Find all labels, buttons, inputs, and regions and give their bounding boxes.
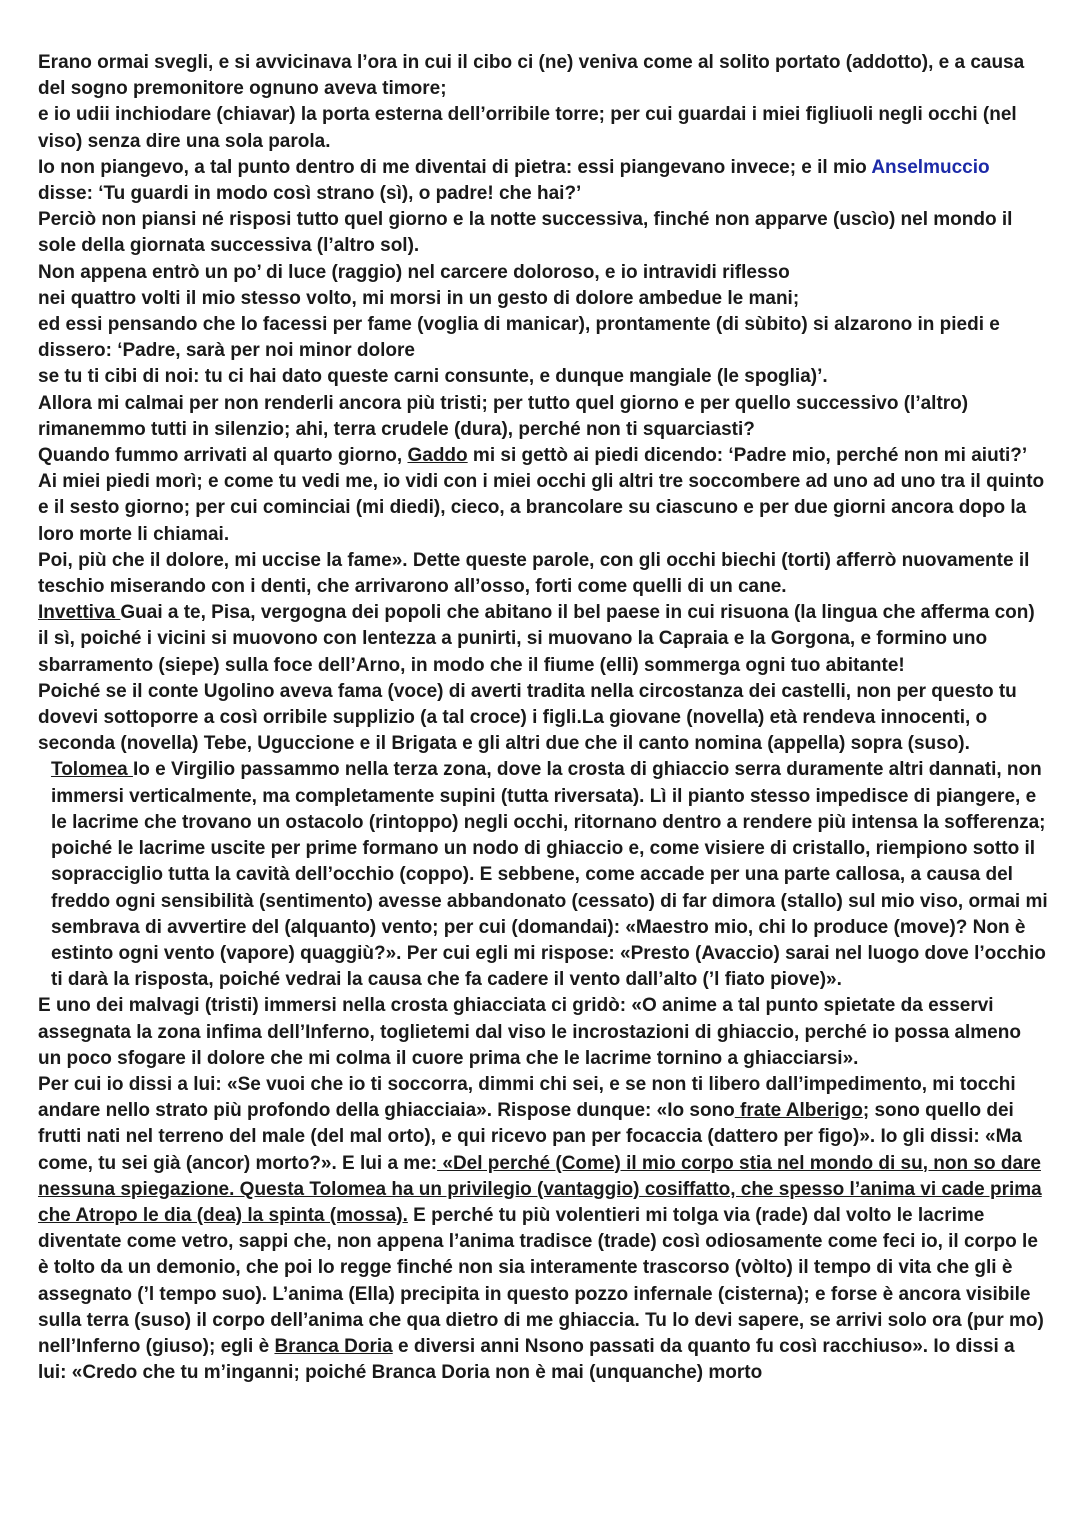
underlined-tolomea-privilege: «Del perché (Come) il mio corpo stia nel mondo di su, non so dare nessuna spiegazione. Questa Tolomea ha un privilegio (vantaggio) cosiffatto, che spesso l’anima vi cade prima che Atropo le dia (dea) la spinta (mossa).: [38, 1152, 1042, 1226]
text-span: nei quattro volti il mio stesso volto, mi morsi in un gesto di dolore ambedue le mani;: [38, 287, 800, 309]
paragraph-cruel-earth: [38, 391, 1048, 443]
text-span: ed essi pensando che lo facessi per fame (voglia di manicar), prontamente (di sùbito) si alzarono in piedi e dissero: ‘Padre, sarà per noi minor dolore: [38, 314, 1000, 362]
document-page: [38, 50, 1048, 1386]
paragraph-four-faces: [38, 286, 1048, 312]
text-span: Perciò non piansi né risposi tutto quel giorno e la notte successiva, finché non apparve (uscìo) nel mondo il sole della giornata successiva (l’altro sol).: [38, 209, 1013, 257]
text-span: Non appena entrò un po’ di luce (raggio) nel carcere doloroso, e io intravidi riflesso: [38, 261, 790, 283]
paragraph-nailed-door: [38, 102, 1048, 154]
paragraph-light: [38, 260, 1048, 286]
heading-tolomea: Tolomea: [51, 759, 133, 781]
text-span: Quando fummo arrivati al quarto giorno,: [38, 445, 408, 467]
paragraph-silence: [38, 207, 1048, 259]
text-span: Io non piangevo, a tal punto dentro di me diventai di pietra: essi piangevano invece; e il mio: [38, 156, 872, 178]
text-span: Allora mi calmai per non renderli ancora più tristi; per tutto quel giorno e per quello successivo (l’altro) rimanemmo tutti in silenzio; ahi, terra crudele (dura), perché non ti squarciasti?: [38, 392, 969, 440]
paragraph-invettiva: [38, 600, 1048, 679]
text-span: Per cui io dissi a lui: «Se vuoi che io ti soccorra, dimmi chi sei, e se non ti libero dall’impedimento, mi tocchi andare nello strato più profondo della ghiacciaia». Rispose dunque: «Io sono: [38, 1073, 1016, 1122]
text-span: Poi, più che il dolore, mi uccise la fame». Dette queste parole, con gli occhi biechi (torti) afferrò nuovamente il teschio miserando con i denti, che arrivarono all’osso, forti come quelli di un cane.: [38, 549, 1030, 598]
paragraph-gaddo: [38, 443, 1048, 548]
heading-invettiva: Invettiva: [38, 602, 121, 624]
name-gaddo: Gaddo: [407, 445, 468, 467]
text-span: e diversi anni Nsono passati da quanto fu così racchiuso». Io dissi a lui: «Credo che tu m’inganni; poiché: [38, 1335, 1015, 1384]
text-span: Poiché se il conte Ugolino aveva fama (voce) di averti tradita nella circostanza dei castelli, non per questo tu dovevi sottoporre a così orribile supplizio (a tal croce) i figli.La giovane (novella) età rendeva innocenti, o seconda (novella) Tebe, Uguccione e il Brigata e gli altri due che il canto nomina (appella) sopra (suso).: [38, 680, 1017, 755]
paragraph-hunger: [38, 548, 1048, 600]
text-span: non è mai (unquanche) morto: [489, 1362, 763, 1384]
text-span: Erano ormai svegli, e si avvicinava l’ora in cui il cibo ci (ne) veniva come al solito portato (addotto), e a causa del sogno premonitore ognuno aveva timore;: [38, 52, 1025, 100]
text-span: se tu ti cibi di noi: tu ci hai dato queste carni consunte, e dunque mangiale (le spoglia)’.: [38, 366, 828, 388]
text-span: e io udii inchiodare (chiavar) la porta esterna dell’orribile torre; per cui guardai i miei figliuoli negli occhi (nel viso) senza dire una sola parola.: [38, 104, 1017, 152]
name-frate-alberigo: frate Alberigo: [734, 1100, 863, 1122]
name-branca-doria: Branca Doria: [371, 1362, 490, 1384]
paragraph-frate-alberigo: [38, 1072, 1048, 1386]
text-span: E perché tu più volentieri mi tolga via (rade) dal volto le lacrime diventate come vetro, sappi che, non appena l’anima tradisce (trade) così odiosamente come feci io, il corpo le è tolto da un demonio, che poi lo regge finché non sia interamente trascorso (vòlto) il tempo di vita che gli è assegnato (’l tempo suo). L’anima (Ella) precipita in questo pozzo infernale (cisterna); e forse è ancora visibile sulla terra (suso) il corpo dell’anima che qua dietro di me ghiaccia. Tu lo devi sapere, se arrivi solo ora (pur mo) nell’Inferno (giuso); egli è: [38, 1204, 1044, 1357]
text-span: Guai a te, Pisa, vergogna dei popoli che abitano il bel paese in cui risuona (la lingua che afferma con) il sì, poiché i vicini si muovono con lentezza a punirti, si muovano la Capraia e la Gorgona, e formino uno sbarramento (siepe) sulla foce dell’Arno, in modo che il fiume (elli) sommerga ogni tuo abitante!: [38, 602, 1035, 676]
paragraph-wake-up: [38, 50, 1048, 102]
text-span: mi si gettò ai piedi dicendo: ‘Padre mio, perché non mi aiuti?’ Ai miei piedi morì; e come tu vedi me, io vidi con i miei occhi gli altri tre soccombere ad uno ad uno tra il quinto e il sesto giorno; per cui cominciai (mi diedi), cieco, a brancolare su ciascuno e per due giorni ancora dopo la loro morte li chiamai.: [38, 445, 1045, 545]
paragraph-anselmuccio: [38, 155, 1048, 207]
text-span: Io e Virgilio passammo nella terza zona, dove la crosta di ghiaccio serra duramente altri dannati, non immersi verticalmente, ma completamente supini (tutta riversata). Lì il pianto stesso impedisce di piangere, e le lacrime che trovano un ostacolo (rintoppo) negli occhi, ritornano dentro a rendere più intensa la sofferenza; poiché le lacrime uscite per prime formano un nodo di ghiaccio e, come visiere di cristallo, riempiono sotto il sopracciglio tutta la cavità dell’occhio (coppo). E sebbene, come accade per una parte callosa, a causa del freddo ogni sensibilità (sentimento) avesse abbandonato (cessato) di far dimora (stallo) sul mio viso, ormai mi sembrava di avvertire del (alquanto) vento; per cui (domandai): «Maestro mio, chi lo produce (move)? Non è estinto ogni vento (vapore) quaggiù?». Per cui egli mi rispose: «Presto (Avaccio) sarai nel luogo dove l’occhio ti darà la risposta, poiché vedrai la causa che fa cadere il vento dall’alto (’l fiato piove)».: [51, 759, 1048, 991]
text-span: disse: ‘Tu guardi in modo così strano (sì), o padre! che hai?’: [38, 183, 582, 205]
text-span: ; sono quello dei frutti nati nel terreno del male (del mal orto), e qui ricevo pan per focaccia (dattero per figo)». Io gli dissi: «Ma come, tu sei già (ancor) morto?». E lui a me:: [38, 1100, 1022, 1174]
paragraph-cry-out: [38, 993, 1048, 1072]
text-span: E uno dei malvagi (tristi) immersi nella crosta ghiacciata ci gridò: «O anime a tal punto spietate da esservi assegnata la zona infima dell’Inferno, toglietemi dal viso le incrostazioni di ghiaccio, perché io possa almeno un poco sfogare il dolore che mi colma il cuore prima che le lacrime tornino a ghiacciarsi».: [38, 995, 1021, 1069]
paragraph-eat-us: [38, 364, 1048, 390]
name-branca-doria-underlined: Branca Doria: [274, 1335, 393, 1357]
paragraph-ugolino-fame: [38, 679, 1048, 758]
name-anselmuccio: Anselmuccio: [871, 156, 990, 178]
paragraph-tolomea: [38, 757, 1048, 993]
paragraph-sons-offer: [38, 312, 1048, 364]
